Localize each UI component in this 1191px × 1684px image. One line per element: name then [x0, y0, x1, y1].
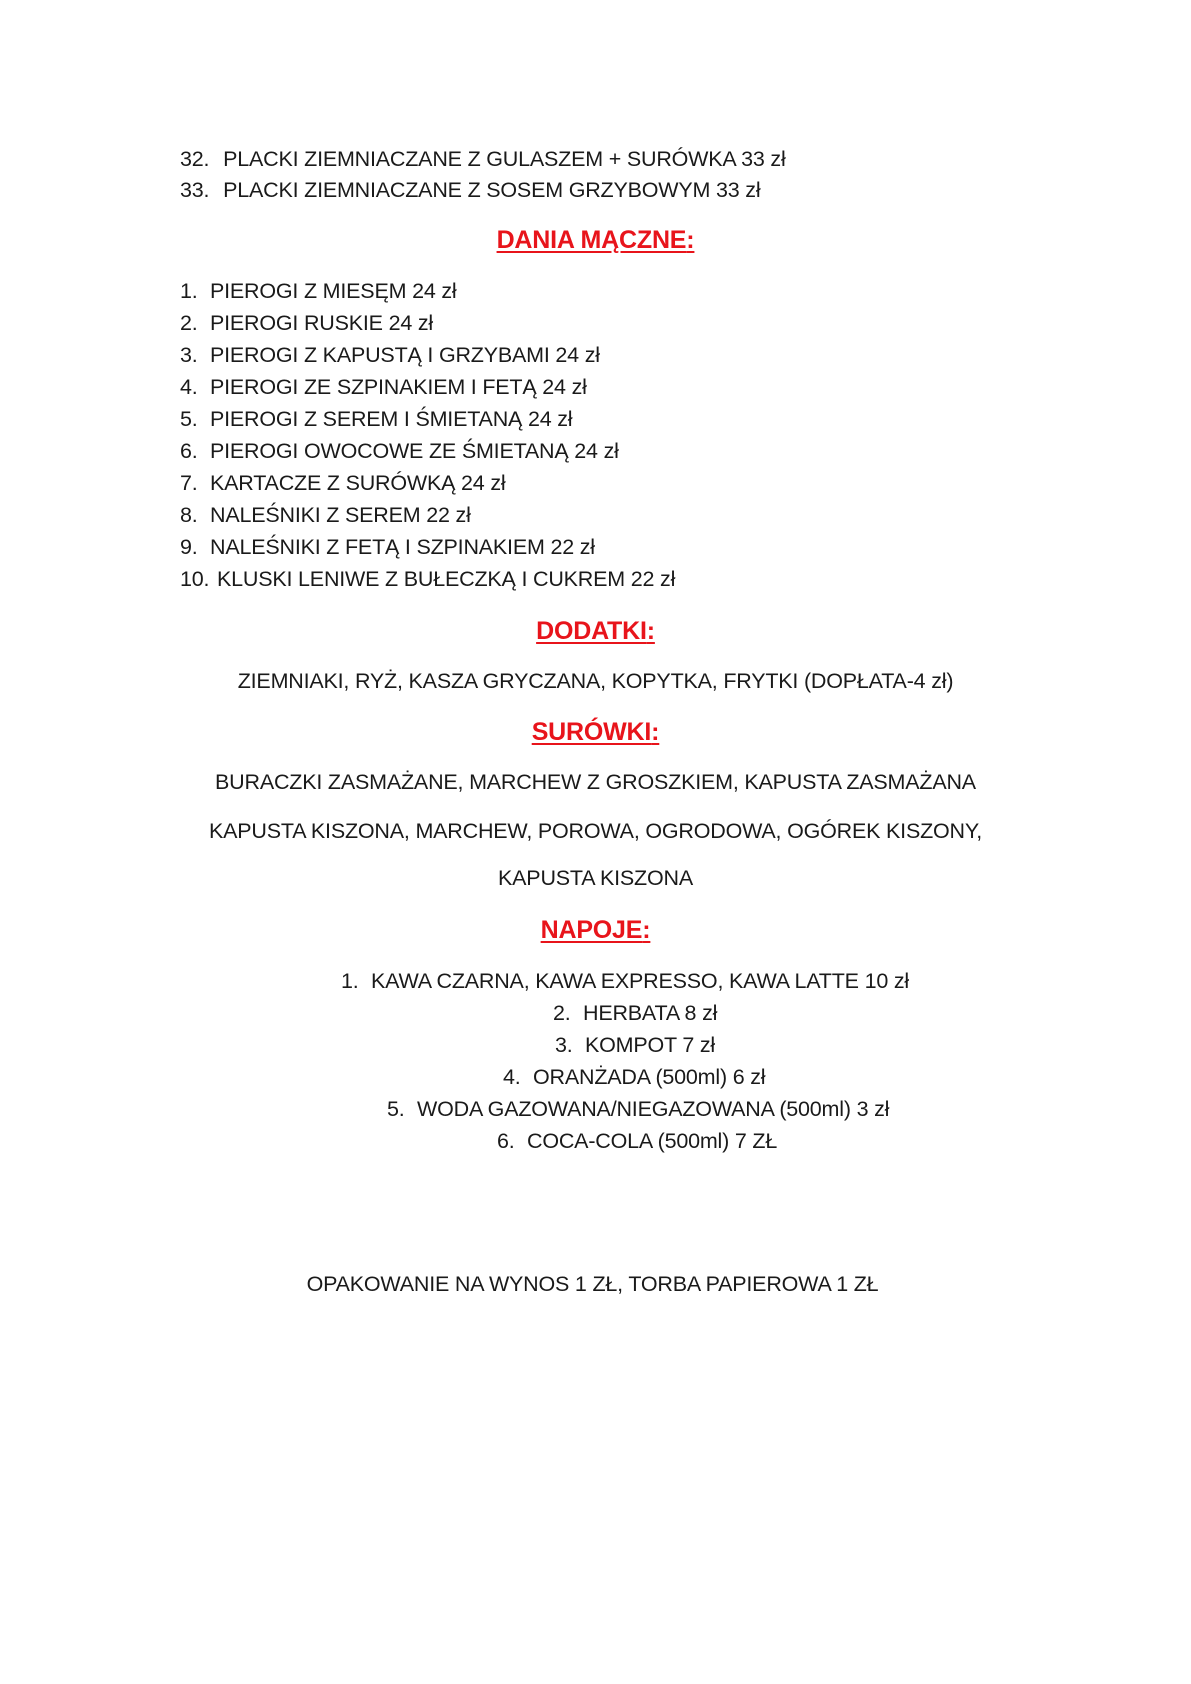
heading-text: DANIA MĄCZNE	[496, 226, 687, 254]
item-text: KLUSKI LENIWE Z BUŁECZKĄ I CUKREM 22 zł	[217, 567, 676, 591]
item-text: PIEROGI RUSKIE 24 zł	[210, 311, 434, 335]
list-item	[497, 1129, 777, 1154]
item-text: PLACKI ZIEMNIACZANE Z GULASZEM + SURÓWKA 33 zł	[223, 147, 786, 171]
item-text: KARTACZE Z SURÓWKĄ 24 zł	[210, 471, 506, 495]
section-heading-dania-maczne	[0, 226, 1191, 255]
list-item	[180, 503, 471, 528]
heading-colon: :	[651, 718, 660, 746]
list-item	[180, 279, 456, 304]
list-item	[180, 343, 600, 368]
list-item	[180, 567, 675, 592]
heading-colon: :	[646, 617, 655, 645]
list-item	[341, 969, 909, 994]
item-number: 8.	[180, 503, 198, 527]
packaging-note: OPAKOWANIE NA WYNOS 1 ZŁ, TORBA PAPIEROWA 1 ZŁ	[306, 1272, 879, 1296]
surowki-line: BURACZKI ZASMAŻANE, MARCHEW Z GROSZKIEM, KAPUSTA ZASMAŻANA	[215, 770, 976, 794]
section-heading-dodatki	[0, 617, 1191, 646]
item-text: PIEROGI OWOCOWE ZE ŚMIETANĄ 24 zł	[210, 439, 619, 463]
item-text: COCA-COLA (500ml) 7 ZŁ	[527, 1129, 778, 1153]
surowki-line: KAPUSTA KISZONA, MARCHEW, POROWA, OGRODOWA, OGÓREK KISZONY,	[208, 819, 983, 843]
list-item	[180, 471, 505, 496]
list-item	[553, 1001, 717, 1026]
item-text: PLACKI ZIEMNIACZANE Z SOSEM GRZYBOWYM 33 zł	[223, 178, 761, 202]
dodatki-text: ZIEMNIAKI, RYŻ, KASZA GRYCZANA, KOPYTKA, FRYTKI (DOPŁATA-4 zł)	[237, 669, 954, 693]
list-item	[387, 1097, 889, 1122]
heading-colon: :	[686, 226, 695, 254]
item-number: 4.	[503, 1065, 521, 1089]
section-heading-napoje	[0, 916, 1191, 945]
item-number: 2.	[180, 311, 198, 335]
list-item	[180, 375, 587, 400]
list-item	[555, 1033, 715, 1058]
item-text: KOMPOT 7 zł	[585, 1033, 716, 1057]
item-number: 33.	[180, 178, 210, 202]
item-text: PIEROGI Z SEREM I ŚMIETANĄ 24 zł	[210, 407, 573, 431]
item-text: PIEROGI ZE SZPINAKIEM I FETĄ 24 zł	[210, 375, 587, 399]
heading-text: DODATKI	[536, 617, 647, 645]
item-number: 6.	[180, 439, 198, 463]
item-number: 3.	[180, 343, 198, 367]
item-text: NALEŚNIKI Z SEREM 22 zł	[210, 503, 471, 527]
list-item	[180, 439, 619, 464]
item-number: 5.	[387, 1097, 405, 1121]
item-text: PIEROGI Z MIESĘM 24 zł	[210, 279, 457, 303]
list-item	[180, 311, 433, 336]
item-number: 3.	[555, 1033, 573, 1057]
list-item	[180, 178, 760, 203]
surowki-line: KAPUSTA KISZONA	[498, 866, 693, 890]
item-number: 7.	[180, 471, 198, 495]
item-text: HERBATA 8 zł	[583, 1001, 718, 1025]
section-heading-surowki	[0, 718, 1191, 747]
item-number: 2.	[553, 1001, 571, 1025]
item-number: 1.	[180, 279, 198, 303]
item-number: 32.	[180, 147, 210, 171]
list-item	[503, 1065, 765, 1090]
item-text: WODA GAZOWANA/NIEGAZOWANA (500ml) 3 zł	[417, 1097, 890, 1121]
item-number: 6.	[497, 1129, 515, 1153]
item-number: 10.	[180, 567, 210, 591]
list-item	[180, 407, 572, 432]
item-text: NALEŚNIKI Z FETĄ I SZPINAKIEM 22 zł	[210, 535, 595, 559]
item-text: KAWA CZARNA, KAWA EXPRESSO, KAWA LATTE 10 zł	[371, 969, 909, 993]
item-number: 9.	[180, 535, 198, 559]
item-text: ORANŻADA (500ml) 6 zł	[533, 1065, 766, 1089]
list-item	[180, 535, 595, 560]
heading-colon: :	[642, 916, 651, 944]
item-number: 1.	[341, 969, 359, 993]
item-number: 4.	[180, 375, 198, 399]
heading-text: NAPOJE	[540, 916, 643, 944]
heading-text: SURÓWKI	[531, 718, 652, 746]
item-number: 5.	[180, 407, 198, 431]
item-text: PIEROGI Z KAPUSTĄ I GRZYBAMI 24 zł	[210, 343, 600, 367]
list-item	[180, 147, 786, 172]
